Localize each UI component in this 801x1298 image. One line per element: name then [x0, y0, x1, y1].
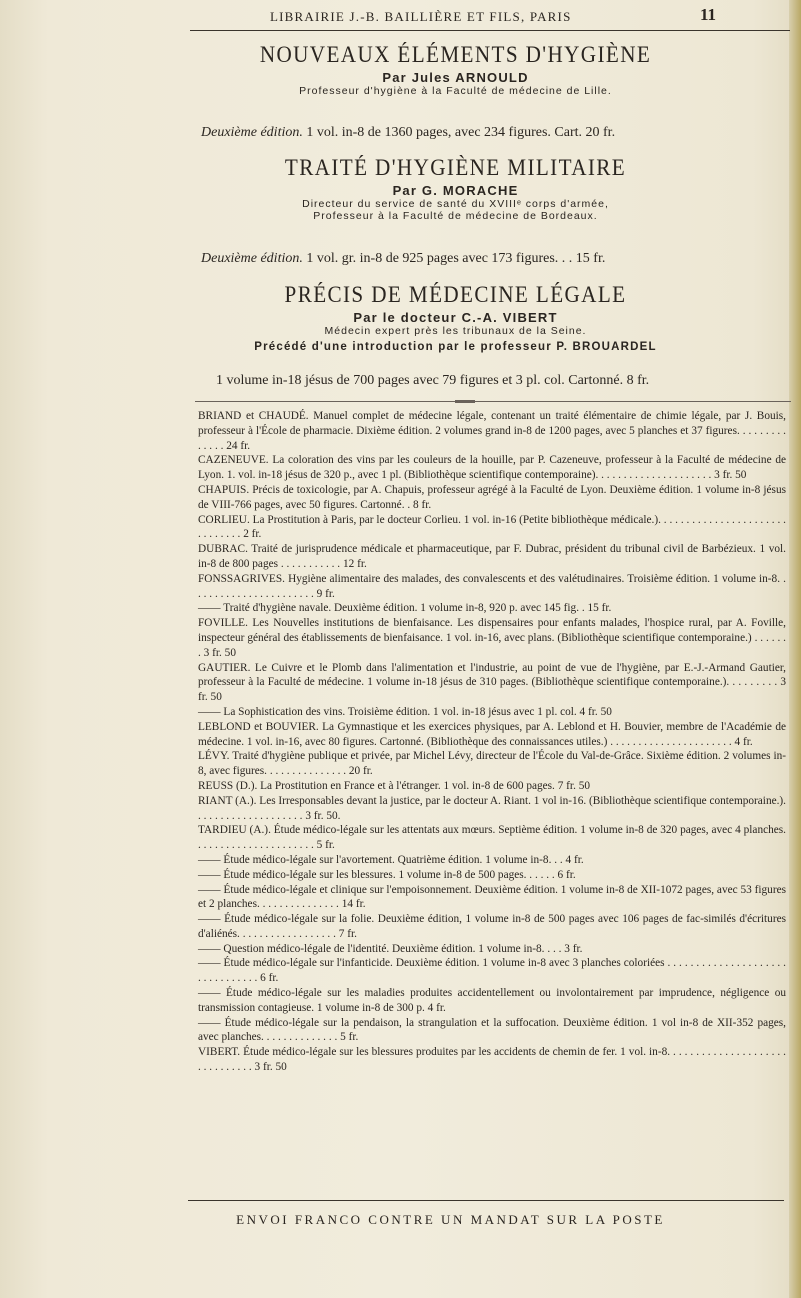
- catalog-entry: —— Traité d'hygiène navale. Deuxième édition. 1 volume in-8, 920 p. avec 145 fig. . 15 fr.: [198, 602, 612, 615]
- catalog-entry: CHAPUIS. Précis de toxicologie, par A. Chapuis, professeur agrégé à la Faculté de Lyon. Deuxième édition. 1 volume in-8 jésus de VIII-766 pages, avec 50 figures. Cartonné. . 8 fr.: [198, 483, 786, 511]
- catalog-entry: —— Étude médico-légale et clinique sur l'empoisonnement. Deuxième édition. 1 volume in-8 de XII-1072 pages, avec 53 figures et 2 planches. . . . . . . . . . . . . . . 14 fr.: [198, 883, 786, 911]
- catalog-entry: DUBRAC. Traité de jurisprudence médicale et pharmaceutique, par F. Dubrac, président du tribunal civil de Barbézieux. 1 vol. in-8 de 800 pages . . . . . . . . . . . 12 fr.: [198, 543, 786, 570]
- details: 1 vol. gr. in-8 de 925 pages avec 173 figures. . . 15 fr.: [302, 251, 606, 266]
- featured-book-1: [0, 42, 801, 97]
- book-title: TRAITÉ D'HYGIÈNE MILITAIRE: [284, 155, 627, 180]
- featured-2-details: [201, 251, 605, 267]
- catalog-entry: FONSSAGRIVES. Hygiène alimentaire des malades, des convalescents et des valétudinaires. Troisième édition. 1 volume in-8. . . . . . . . . . . . . . . . . . . . . . . 9 fr.: [198, 572, 786, 600]
- divider: [195, 401, 791, 402]
- book-author: Par Jules ARNOULD: [382, 70, 529, 85]
- catalog-entry: —— Étude médico-légale sur les blessures. 1 volume in-8 de 500 pages. . . . . . 6 fr.: [198, 868, 576, 881]
- book-author: Par le docteur C.-A. VIBERT: [353, 310, 558, 325]
- catalog-entry: —— Étude médico-légale sur la pendaison, la strangulation et la suffocation. Deuxième édition. 1 vol in-8 de XII-352 pages, avec planches. . . . . . . . . . . . . . 5 fr.: [198, 1016, 786, 1044]
- catalog-entry: TARDIEU (A.). Étude médico-légale sur les attentats aux mœurs. Septième édition. 1 volume in-8 de 320 pages, avec 4 planches. . . . . . . . . . . . . . . . . . . . . . 5 fr.: [198, 824, 786, 852]
- catalog-entry: RIANT (A.). Les Irresponsables devant la justice, par le docteur A. Riant. 1 vol in-16. (Bibliothèque scientifique contemporaine.). . . . . . . . . . . . . . . . . . . . 3 fr. 50.: [198, 794, 787, 822]
- catalog-entry: CORLIEU. La Prostitution à Paris, par le docteur Corlieu. 1 vol. in-16 (Petite bibliothèque médicale.). . . . . . . . . . . . . . . . . . . . . . . . . . . . . . . 2 fr.: [198, 513, 786, 541]
- featured-3-details: 1 volume in-18 jésus de 700 pages avec 79 figures et 3 pl. col. Cartonné. 8 fr.: [216, 373, 650, 388]
- catalog-entry: LÉVY. Traité d'hygiène publique et privée, par Michel Lévy, directeur de l'École du Val-de-Grâce. Sixième édition. 2 volumes in-8, avec figures. . . . . . . . . . . . . . . 20 fr.: [198, 750, 786, 778]
- catalog-entry: —— Étude médico-légale sur la folie. Deuxième édition, 1 volume in-8 de 500 pages avec 106 pages de fac-similés d'écritures d'aliénés. . . . . . . . . . . . . . . . . . 7 fr.: [198, 913, 786, 940]
- footer-note: ENVOI FRANCO CONTRE UN MANDAT SUR LA POSTE: [236, 1212, 665, 1227]
- book-affiliation: Médecin expert près les tribunaux de la Seine.: [324, 325, 587, 337]
- book-affiliation-2: Professeur à la Faculté de médecine de Bordeaux.: [313, 210, 598, 222]
- featured-1-details: [201, 125, 615, 141]
- details: 1 vol. in-8 de 1360 pages, avec 234 figures. Cart. 20 fr.: [302, 125, 616, 140]
- catalog-entry: VIBERT. Étude médico-légale sur les blessures produites par les accidents de chemin de fer. 1 vol. in-8. . . . . . . . . . . . . . . . . . . . . . . . . . . . . . . 3 fr. 50: [198, 1046, 786, 1074]
- catalog-entry: REUSS (D.). La Prostitution en France et à l'étranger. 1 vol. in-8 de 600 pages. 7 fr. 50: [198, 779, 591, 792]
- featured-book-3: [0, 282, 801, 353]
- catalog-entry: LEBLOND et BOUVIER. La Gymnastique et les exercices physiques, par A. Leblond et H. Bouvier, membre de l'Académie de médecine. 1 vol. in-16, avec 80 figures. Cartonné. (Bibliothèque des connaissances utiles.) . . . . . . . . . . . . . . . . . . . . . . 4 fr.: [198, 720, 786, 748]
- book-affiliation: Directeur du service de santé du XVIIIᵉ corps d'armée,: [302, 198, 609, 210]
- catalog-entry: —— Étude médico-légale sur les maladies produites accidentellement ou involontairement par imprudence, négligence ou transmission contagieuse. 1 volume in-8 de 300 p. 4 fr.: [198, 987, 786, 1014]
- edition: Deuxième édition.: [201, 251, 303, 266]
- edition: Deuxième édition.: [201, 125, 303, 140]
- bottom-rule: [188, 1200, 784, 1201]
- catalog-entry: GAUTIER. Le Cuivre et le Plomb dans l'alimentation et l'industrie, au point de vue de l'hygiène, par E.-J.-Armand Gautier, professeur à la Faculté de médecine. 1 volume in-18 jésus de 310 pages. (Bibliothèque scientifique contemporaine.). . . . . . . . . 3 fr. 50: [198, 661, 786, 704]
- catalog-entry: —— Étude médico-légale sur l'infanticide. Deuxième édition. 1 volume in-8 avec 3 planches coloriées . . . . . . . . . . . . . . . . . . . . . . . . . . . . . . . . 6 fr.: [198, 957, 786, 985]
- featured-book-2: [0, 155, 801, 222]
- book-title: NOUVEAUX ÉLÉMENTS D'HYGIÈNE: [259, 42, 652, 67]
- book-affiliation: Professeur d'hygiène à la Faculté de médecine de Lille.: [299, 85, 612, 97]
- book-title: PRÉCIS DE MÉDECINE LÉGALE: [284, 282, 627, 307]
- header-rule: [190, 30, 790, 31]
- catalog-entry: BRIAND et CHAUDÉ. Manuel complet de médecine légale, contenant un traité élémentaire de chimie légale, par J. Bouis, professeur à l'École de pharmacie. Dixième édition. 2 volumes grand in-8 de 1200 pages, avec 5 planches et 37 figures. . . . . . . . . . . . . . 24 fr.: [198, 410, 786, 452]
- catalog-entry: —— Étude médico-légale sur l'avortement. Quatrième édition. 1 volume in-8. . . 4 fr.: [198, 853, 584, 866]
- catalog-entry: —— Question médico-légale de l'identité. Deuxième édition. 1 volume in-8. . . . 3 fr.: [198, 942, 583, 955]
- book-list: [186, 409, 786, 1075]
- page-number: 11: [700, 5, 717, 24]
- catalog-entry: —— La Sophistication des vins. Troisième édition. 1 vol. in-18 jésus avec 1 pl. col. 4 fr. 50: [198, 705, 612, 718]
- catalog-entry: CAZENEUVE. La coloration des vins par les couleurs de la houille, par P. Cazeneuve, professeur à la Faculté de médecine de Lyon. 1. vol. in-18 jésus de 320 p., avec 1 pl. (Bibliothèque scientifique contemporaine). . . . . . . . . . . . . . . . . . . . . 3 fr. 50: [198, 454, 786, 482]
- catalog-entry: FOVILLE. Les Nouvelles institutions de bienfaisance. Les dispensaires pour enfants malades, l'hospice rural, par A. Foville, inspecteur général des établissements de bienfaisance. 1 vol. in-16, avec plans. (Bibliothèque scientifique contemporaine.) . . . . . . . 3 fr. 50: [198, 617, 786, 659]
- book-introduction: Précédé d'une introduction par le professeur P. BROUARDEL: [254, 341, 657, 353]
- book-author: Par G. MORACHE: [392, 183, 519, 198]
- running-header: LIBRAIRIE J.-B. BAILLIÈRE ET FILS, PARIS: [270, 9, 572, 24]
